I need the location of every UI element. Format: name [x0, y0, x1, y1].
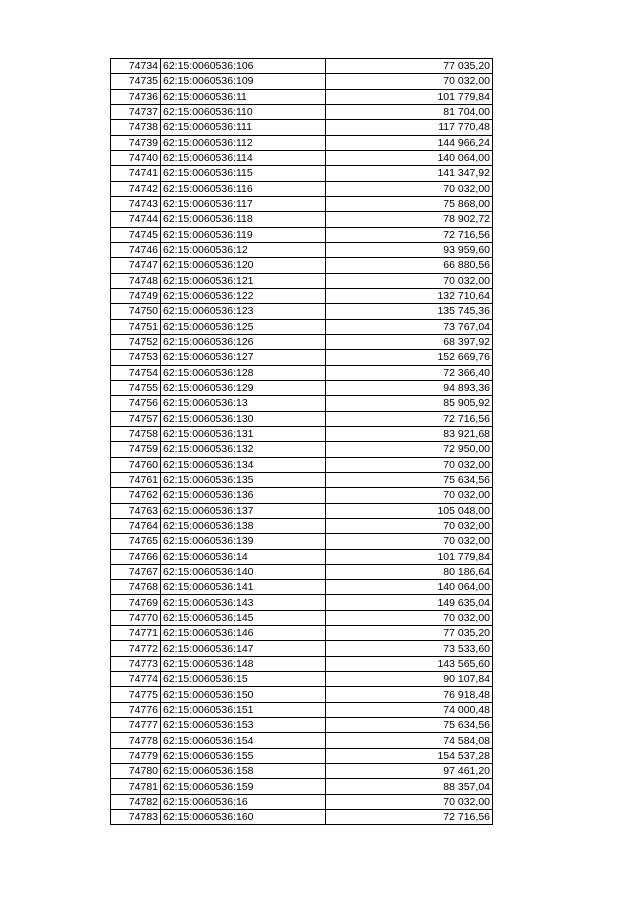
table-row	[111, 258, 493, 273]
cadastral-number-cell: 62:15:0060536:111	[161, 120, 326, 135]
value-cell: 132 710,64	[326, 288, 493, 303]
table-row	[111, 488, 493, 503]
table-row	[111, 426, 493, 441]
row-number-cell: 74773	[111, 656, 161, 671]
table-row	[111, 687, 493, 702]
table-row	[111, 396, 493, 411]
cadastral-number-cell: 62:15:0060536:140	[161, 564, 326, 579]
row-number-cell: 74749	[111, 288, 161, 303]
row-number-cell: 74750	[111, 304, 161, 319]
value-cell: 72 716,56	[326, 411, 493, 426]
value-cell: 143 565,60	[326, 656, 493, 671]
table-row	[111, 74, 493, 89]
cadastral-number-cell: 62:15:0060536:150	[161, 687, 326, 702]
row-number-cell: 74759	[111, 442, 161, 457]
cadastral-value-table	[110, 58, 493, 825]
cadastral-number-cell: 62:15:0060536:122	[161, 288, 326, 303]
table-row	[111, 595, 493, 610]
row-number-cell: 74752	[111, 334, 161, 349]
table-row	[111, 672, 493, 687]
value-cell: 141 347,92	[326, 166, 493, 181]
row-number-cell: 74764	[111, 518, 161, 533]
table-row	[111, 518, 493, 533]
table-row	[111, 810, 493, 825]
table-row	[111, 242, 493, 257]
row-number-cell: 74745	[111, 227, 161, 242]
value-cell: 70 032,00	[326, 534, 493, 549]
table-row	[111, 457, 493, 472]
value-cell: 77 035,20	[326, 59, 493, 74]
row-number-cell: 74737	[111, 104, 161, 119]
value-cell: 70 032,00	[326, 273, 493, 288]
row-number-cell: 74782	[111, 794, 161, 809]
value-cell: 70 032,00	[326, 74, 493, 89]
cadastral-number-cell: 62:15:0060536:110	[161, 104, 326, 119]
table-row	[111, 748, 493, 763]
row-number-cell: 74753	[111, 350, 161, 365]
table-row	[111, 304, 493, 319]
table-row	[111, 120, 493, 135]
value-cell: 77 035,20	[326, 626, 493, 641]
row-number-cell: 74751	[111, 319, 161, 334]
cadastral-number-cell: 62:15:0060536:153	[161, 718, 326, 733]
cadastral-number-cell: 62:15:0060536:109	[161, 74, 326, 89]
table-row	[111, 718, 493, 733]
cadastral-number-cell: 62:15:0060536:127	[161, 350, 326, 365]
value-cell: 72 716,56	[326, 810, 493, 825]
cadastral-number-cell: 62:15:0060536:158	[161, 764, 326, 779]
row-number-cell: 74741	[111, 166, 161, 181]
table-row	[111, 319, 493, 334]
row-number-cell: 74766	[111, 549, 161, 564]
row-number-cell: 74756	[111, 396, 161, 411]
table-row	[111, 166, 493, 181]
value-cell: 70 032,00	[326, 518, 493, 533]
cadastral-number-cell: 62:15:0060536:119	[161, 227, 326, 242]
value-cell: 70 032,00	[326, 794, 493, 809]
row-number-cell: 74743	[111, 196, 161, 211]
cadastral-number-cell: 62:15:0060536:115	[161, 166, 326, 181]
row-number-cell: 74736	[111, 89, 161, 104]
cadastral-number-cell: 62:15:0060536:138	[161, 518, 326, 533]
value-cell: 70 032,00	[326, 488, 493, 503]
row-number-cell: 74757	[111, 411, 161, 426]
table-row	[111, 350, 493, 365]
cadastral-number-cell: 62:15:0060536:118	[161, 212, 326, 227]
cadastral-number-cell: 62:15:0060536:151	[161, 702, 326, 717]
table-row	[111, 549, 493, 564]
row-number-cell: 74748	[111, 273, 161, 288]
value-cell: 101 779,84	[326, 89, 493, 104]
row-number-cell: 74760	[111, 457, 161, 472]
value-cell: 90 107,84	[326, 672, 493, 687]
row-number-cell: 74763	[111, 503, 161, 518]
value-cell: 93 959,60	[326, 242, 493, 257]
value-cell: 75 868,00	[326, 196, 493, 211]
value-cell: 75 634,56	[326, 472, 493, 487]
row-number-cell: 74747	[111, 258, 161, 273]
cadastral-number-cell: 62:15:0060536:106	[161, 59, 326, 74]
cadastral-number-cell: 62:15:0060536:146	[161, 626, 326, 641]
table-row	[111, 472, 493, 487]
table-row	[111, 580, 493, 595]
table-row	[111, 135, 493, 150]
cadastral-number-cell: 62:15:0060536:137	[161, 503, 326, 518]
row-number-cell: 74777	[111, 718, 161, 733]
row-number-cell: 74734	[111, 59, 161, 74]
table-row	[111, 196, 493, 211]
row-number-cell: 74778	[111, 733, 161, 748]
row-number-cell: 74738	[111, 120, 161, 135]
cadastral-number-cell: 62:15:0060536:131	[161, 426, 326, 441]
table-row	[111, 442, 493, 457]
row-number-cell: 74755	[111, 380, 161, 395]
value-cell: 154 537,28	[326, 748, 493, 763]
cadastral-number-cell: 62:15:0060536:160	[161, 810, 326, 825]
table-row	[111, 288, 493, 303]
table-row	[111, 273, 493, 288]
table-row	[111, 212, 493, 227]
table-row	[111, 89, 493, 104]
cadastral-number-cell: 62:15:0060536:134	[161, 457, 326, 472]
value-cell: 74 000,48	[326, 702, 493, 717]
row-number-cell: 74740	[111, 150, 161, 165]
table-row	[111, 59, 493, 74]
row-number-cell: 74761	[111, 472, 161, 487]
cadastral-number-cell: 62:15:0060536:136	[161, 488, 326, 503]
row-number-cell: 74780	[111, 764, 161, 779]
value-cell: 68 397,92	[326, 334, 493, 349]
value-cell: 73 533,60	[326, 641, 493, 656]
table-row	[111, 181, 493, 196]
table-body	[111, 59, 493, 825]
value-cell: 73 767,04	[326, 319, 493, 334]
cadastral-number-cell: 62:15:0060536:155	[161, 748, 326, 763]
table-row	[111, 641, 493, 656]
row-number-cell: 74772	[111, 641, 161, 656]
value-cell: 101 779,84	[326, 549, 493, 564]
row-number-cell: 74742	[111, 181, 161, 196]
cadastral-number-cell: 62:15:0060536:116	[161, 181, 326, 196]
value-cell: 85 905,92	[326, 396, 493, 411]
table-row	[111, 733, 493, 748]
cadastral-number-cell: 62:15:0060536:147	[161, 641, 326, 656]
value-cell: 66 880,56	[326, 258, 493, 273]
value-cell: 70 032,00	[326, 610, 493, 625]
value-cell: 75 634,56	[326, 718, 493, 733]
cadastral-number-cell: 62:15:0060536:15	[161, 672, 326, 687]
value-cell: 152 669,76	[326, 350, 493, 365]
row-number-cell: 74735	[111, 74, 161, 89]
cadastral-number-cell: 62:15:0060536:128	[161, 365, 326, 380]
value-cell: 74 584,08	[326, 733, 493, 748]
cadastral-number-cell: 62:15:0060536:12	[161, 242, 326, 257]
cadastral-number-cell: 62:15:0060536:114	[161, 150, 326, 165]
value-cell: 78 902,72	[326, 212, 493, 227]
table-row	[111, 656, 493, 671]
row-number-cell: 74779	[111, 748, 161, 763]
cadastral-number-cell: 62:15:0060536:123	[161, 304, 326, 319]
cadastral-number-cell: 62:15:0060536:129	[161, 380, 326, 395]
row-number-cell: 74762	[111, 488, 161, 503]
cadastral-number-cell: 62:15:0060536:143	[161, 595, 326, 610]
row-number-cell: 74783	[111, 810, 161, 825]
cadastral-number-cell: 62:15:0060536:112	[161, 135, 326, 150]
value-cell: 72 366,40	[326, 365, 493, 380]
row-number-cell: 74775	[111, 687, 161, 702]
table-row	[111, 610, 493, 625]
cadastral-number-cell: 62:15:0060536:130	[161, 411, 326, 426]
row-number-cell: 74769	[111, 595, 161, 610]
table-row	[111, 764, 493, 779]
value-cell: 117 770,48	[326, 120, 493, 135]
table-row	[111, 702, 493, 717]
value-cell: 76 918,48	[326, 687, 493, 702]
cadastral-number-cell: 62:15:0060536:120	[161, 258, 326, 273]
cadastral-number-cell: 62:15:0060536:154	[161, 733, 326, 748]
table-row	[111, 564, 493, 579]
table-row	[111, 365, 493, 380]
cadastral-number-cell: 62:15:0060536:145	[161, 610, 326, 625]
value-cell: 144 966,24	[326, 135, 493, 150]
row-number-cell: 74774	[111, 672, 161, 687]
cadastral-number-cell: 62:15:0060536:14	[161, 549, 326, 564]
table-row	[111, 227, 493, 242]
value-cell: 97 461,20	[326, 764, 493, 779]
value-cell: 105 048,00	[326, 503, 493, 518]
table-row	[111, 534, 493, 549]
row-number-cell: 74781	[111, 779, 161, 794]
cadastral-number-cell: 62:15:0060536:148	[161, 656, 326, 671]
value-cell: 149 635,04	[326, 595, 493, 610]
cadastral-number-cell: 62:15:0060536:121	[161, 273, 326, 288]
value-cell: 80 186,64	[326, 564, 493, 579]
row-number-cell: 74746	[111, 242, 161, 257]
table-row	[111, 794, 493, 809]
row-number-cell: 74770	[111, 610, 161, 625]
cadastral-number-cell: 62:15:0060536:139	[161, 534, 326, 549]
cadastral-number-cell: 62:15:0060536:16	[161, 794, 326, 809]
value-cell: 94 893,36	[326, 380, 493, 395]
table-row	[111, 104, 493, 119]
table-row	[111, 626, 493, 641]
value-cell: 70 032,00	[326, 457, 493, 472]
cadastral-number-cell: 62:15:0060536:117	[161, 196, 326, 211]
row-number-cell: 74744	[111, 212, 161, 227]
row-number-cell: 74768	[111, 580, 161, 595]
row-number-cell: 74754	[111, 365, 161, 380]
value-cell: 140 064,00	[326, 580, 493, 595]
value-cell: 81 704,00	[326, 104, 493, 119]
table-row	[111, 334, 493, 349]
cadastral-number-cell: 62:15:0060536:135	[161, 472, 326, 487]
row-number-cell: 74776	[111, 702, 161, 717]
value-cell: 140 064,00	[326, 150, 493, 165]
table-row	[111, 150, 493, 165]
cadastral-number-cell: 62:15:0060536:159	[161, 779, 326, 794]
table-row	[111, 380, 493, 395]
value-cell: 135 745,36	[326, 304, 493, 319]
row-number-cell: 74765	[111, 534, 161, 549]
value-cell: 88 357,04	[326, 779, 493, 794]
value-cell: 72 950,00	[326, 442, 493, 457]
cadastral-number-cell: 62:15:0060536:13	[161, 396, 326, 411]
cadastral-number-cell: 62:15:0060536:141	[161, 580, 326, 595]
row-number-cell: 74739	[111, 135, 161, 150]
cadastral-number-cell: 62:15:0060536:132	[161, 442, 326, 457]
value-cell: 83 921,68	[326, 426, 493, 441]
cadastral-number-cell: 62:15:0060536:11	[161, 89, 326, 104]
table-row	[111, 503, 493, 518]
value-cell: 70 032,00	[326, 181, 493, 196]
value-cell: 72 716,56	[326, 227, 493, 242]
row-number-cell: 74758	[111, 426, 161, 441]
table-row	[111, 411, 493, 426]
row-number-cell: 74771	[111, 626, 161, 641]
cadastral-number-cell: 62:15:0060536:125	[161, 319, 326, 334]
row-number-cell: 74767	[111, 564, 161, 579]
table-row	[111, 779, 493, 794]
cadastral-number-cell: 62:15:0060536:126	[161, 334, 326, 349]
